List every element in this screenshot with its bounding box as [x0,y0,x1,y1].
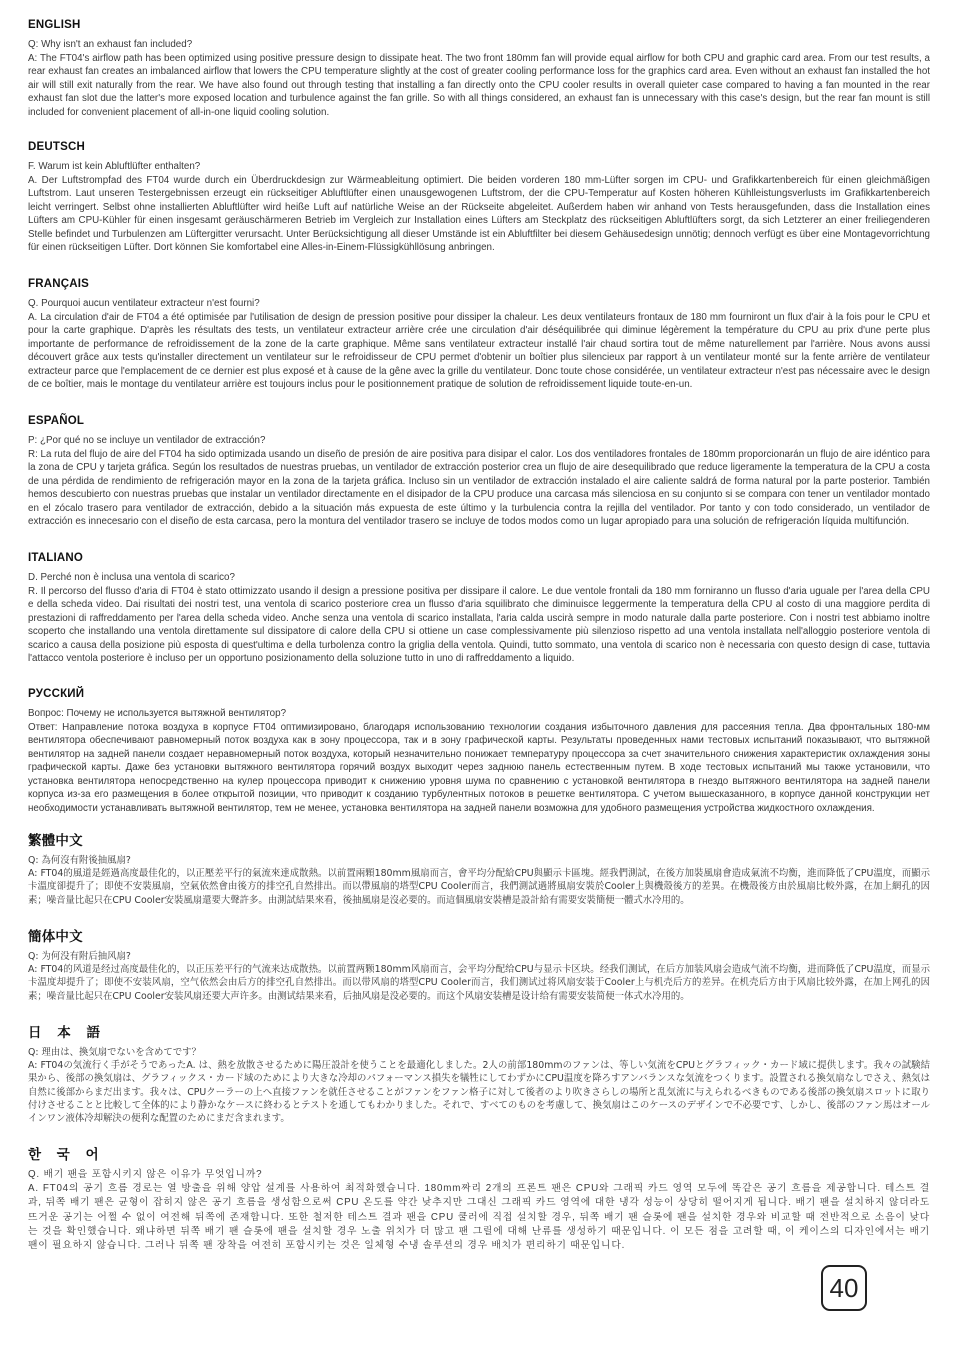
faq-answer: A. FT04의 공기 흐름 경로는 열 방출을 위해 양압 설계를 사용하여 최적화했습니다. 180mm짜리 2개의 프론트 팬은 CPU와 그래픽 카드 영역 모두에 똑같은 공기 흐름을 제공합니다. 테스트 결과, 뒤쪽 배기 팬은 균형이 잡히지 않은 공기 흐름을 생성함으로써 CPU 온도를 약간 낮추지만 그대신 그래픽 카드 영역에 대한 냉각 성능이 상당히 떨어지게 됩니다. 배기 팬을 설치하지 않더라도 뜨거운 공기는 어쩔 수 없이 여전해 뒤쪽에 존재합니다. 또한 철저한 테스트 결과 팬을 CPU 쿨러에 직접 설치할 경우, 뒤쪽 배기 팬 슬롯에 팬을 설치한 경우와 비교할 때 전반적으로 소음이 낮다는 것을 확인했습니다. 왜냐하면 뒤쪽 배기 팬 슬롯에 팬을 설치할 경우 노출 위치가 더 많고 팬 그릴에 대해 난류를 생성하기 때문입니다. 이 모든 점을 고려할 때, 이 케이스의 디자인에서는 배기 팬이 필요하지 않습니다. 그러나 뒤쪽 팬 장착을 여전히 포함시키는 것은 일체형 수냉 솔루션의 경우 배치가 편리하기 때문입니다. [28,1183,931,1252]
faq-question: Q. 배기 팬을 포함시키지 않은 이유가 무엇입니까? [28,1169,263,1180]
section-francais [28,277,930,414]
section-simplified-chinese [28,929,930,1025]
section-heading: 日 本 語 [28,1025,107,1040]
section-deutsch [28,140,930,277]
faq-answer: A: FT04的风道是经过高度最佳化的，以正压差平行的气流来达成散热。以前置两颗180mm风扇而言，会平均分配给CPU与显示卡区块。经我们测试，在后方加装风扇会造成气流不均衡，进而降低了CPU温度，而显示卡温度却提升了；即使不安装风扇，空气依然会由后方的排空孔自然排出。而以带风扇的塔型CPU Cooler而言，我们测试过将风扇安装于Cooler上与机壳后方的差异。在机壳后方由于风扇比较外露，在加上网孔的因素；噪音量比起只在CPU Cooler安装风扇还要大声许多。由测试结果来看，后抽风扇是没必要的。而这个风扇安装槽是设计给有需要安装简便一体式水冷用的。 [28,964,930,1002]
section-heading: 簡体中文 [28,929,83,944]
faq-answer: A: The FT04's airflow path has been optimized using positive pressure design to dissipate heat. The two front 180mm fan will provide equal airflow for both CPU and graphic card area. From our test results, a rear exhaust fan creates an imbalanced airflow that lowers the CPU temperature slightly at the cost of greater cooling performance loss for the graphics card area. Even without an exhaust fan installed the hot air will still exit naturally from the rear. We have also found out through testing that installing a fan directly onto the CPU cooler results in overall quieter case compared to having a fan mounted in the rear exhaust fan slot due the latter's more exposed location and turbulence against the fan grille. So with all things considered, an exhaust fan is unnecessary with this case's design, but the rear fan mount is still included for convenient placement of all-in-one liquid cooling solution. [28,52,930,118]
faq-answer: A: FT04の気流行く手がそうであったA. は、熱を放散させるために陽圧設計を使うことを最適化しました。2人の前部180mmのファンは、等しい気流をCPUとグラフィック・カード域に提供します。我々の試験結果から、後部の換気扇は、グラフィックス・カード域のためにより大きな冷却のパフォーマンス損失を犠牲にしてわずかにCPU温度を降ろすアンバランスな気流をつくります。設置される換気扇なしでさえ、熱気は自然に後部からまだ出ます。我々は、CPUクーラーの上へ直接ファンを就任させることがファンをファン格子に対して後者のより吹きさらしの場所と乱気流に与えられるべきものである後部の換気扇スロットに取り付けさせることと比較して全体的により静かなケースに終わるとテストを通してもわかりました。それで、すべてのものを考慮して、換気扇はこのケースのデザインで不必要です、しかし、後部のファン馬はオールインワン液体冷却解決の便利な配置のためにまだ含まれます。 [28,1060,930,1125]
section-heading: FRANÇAIS [28,278,90,290]
section-heading: ENGLISH [28,19,81,31]
faq-question: Q: 為何沒有附後抽風扇? [28,855,131,866]
faq-answer: R. Il percorso del flusso d'aria di FT04 è stato ottimizzato usando il design a pressione positiva per dissipare il calore. Le due ventole frontali da 180 mm forniranno un flusso d'aria uguale per l'area della CPU e della scheda video. Dai risultati dei nostri test, una ventola di scarico posteriore crea un flusso d'aria squilibrato che diminuisce leggermente la temperatura della CPU al costo di una maggiore perdita di prestazioni di raffreddamento per l'area della scheda video. Anche senza una ventola di scarico installata, l'aria calda uscirà sempre in modo naturale dalla parte posteriore. Con i nostri test abbiamo inoltre scoperto che installando una ventola direttamente sul dissipatore di calore della CPU si ottiene un case complessivamente più silenzioso rispetto ad una ventola installata nell'alloggio posteriore ventola di scarico a causa della posizione più esposta di quest'ultima e della turbolenza contro la griglia della ventola. Quindi, tutto sommato, una ventola di scarico non è necessaria con questo design di case, tuttavia l'attacco ventola posteriore è incluso per un opportuno posizionamento della soluzione tutto in uno di raffreddamento a liquido. [28,585,930,664]
faq-question: Вопрос: Почему не используется вытяжной вентилятор? [28,708,287,719]
faq-question: Q: Why isn't an exhaust fan included? [28,39,193,50]
faq-answer: A. Der Luftstrompfad des FT04 wurde durch ein Überdruckdesign zur Wärmeableitung optimiert. Die beiden vorderen 180 mm-Lüfter sorgen im CPU- und Grafikkartenbereich für einen gleichmäßigen Luftstrom. Laut unseren Testergebnissen erzeugt ein rückseitiger Abluftlüfter einen unausgewogenen Luftstrom, der die CPU-Temperatur auf Kosten höheren Kühlleistungsverlusts im Grafikkartenbereich leicht verringert. Selbst ohne installierten Abluftlüfter wird heiße Luft auf natürliche Weise an der Rückseite abgeleitet. Außerdem haben wir anhand von Tests herausgefunden, dass die Installation eines Lüfters am CPU-Kühler für einen insgesamt geräuschärmeren Betrieb im Vergleich zur Installation eines Lüfters am Steckplatz des rückseitigen Abluftlüfters sorgt, da sich Letzterer an einer freiliegenderen Stelle befindet und Turbulenzen am Lüftergitter verursacht. Unter Berücksichtigung all dieser Umstände ist ein Abluftfilter bei diesem Gehäusedesign unnötig; dennoch verfügt es über eine Montagevorrichtung für einen rückseitigen Lüfter. Dort können Sie komfortabel eine Alles-in-Einem-Flüssigkühllösung anbringen. [28,174,930,253]
faq-answer: A: FT04的風道是經過高度最佳化的，以正壓差平行的氣流來達成散熱。以前置兩顆180mm風扇而言，會平均分配給CPU與顯示卡區塊。經我們測試，在後方加裝風扇會造成氣流不均衡，進而降低了CPU溫度，而顯示卡溫度卻提升了；即使不安裝風扇，空氣依然會由後方的排空孔自然排出。而以帶風扇的塔型CPU Cooler而言，我們測試過將風扇安裝於Cooler上與機殼後方的差異。在機殼後方由於風扇比較外露，在加上網孔的因素；噪音量比起只在CPU Cooler安裝風扇還要大聲許多。由測試結果來看，後抽風扇是沒必要的。而這個風扇安裝槽是設計給有需要安裝簡便一體式水冷用的。 [28,868,930,906]
section-heading: ESPAÑOL [28,415,85,427]
page-number-badge: 40 [821,1265,867,1311]
section-italiano [28,551,930,687]
section-heading: ITALIANO [28,552,84,564]
faq-question: Q: 为何没有附后抽风扇? [28,951,131,962]
section-heading: РУССКИЙ [28,688,85,700]
faq-answer: Ответ: Направление потока воздуха в корпусе FT04 оптимизировано, благодаря использованию технологии создания избыточного давления для рассеяния тепла. Два фронтальных 180-мм вентилятора обеспечивают равномерный поток воздуха как в зону процессора, так и в зону графической карты. Результаты проведенных нами тестовых испытаний показывают, что вытяжной вентилятор на задней панели создает неравномерный поток воздуха, который незначительно понижает температуру процессора за счет значительного снижения характеристик охлаждения зоны графической карты. Даже без установки вытяжного вентилятора горячий воздух выходит через заднюю панель естественным путем. В ходе тестовых испытаний мы также установили, что установка вентилятора непосредственно на кулер процессора приводит к снижению уровня шума по сравнению с установкой вентилятора в гнездо вытяжного вентилятора на задней панели корпуса из-за его размещения в более открытой позиции, что приводит к созданию турбулентных потоков в решетке вентилятора. С учетом вышесказанного, в корпусе данной конструкции нет необходимости устанавливать вытяжной вентилятор, тем не менее, установка вентилятора на задней панели возможна для удобного размещения устройства жидкостного охлаждения. [28,721,930,814]
section-russian [28,687,930,833]
faq-answer: A. La circulation d'air de FT04 a été optimisée par l'utilisation de design de pression positive pour dissiper la chaleur. Les deux ventilateurs frontaux de 180 mm fourniront un flux d'air à la fois pour le CPU et pour la carte graphique. D'après les résultats des tests, un ventilateur extracteur arrière crée une circulation d'air déséquilibrée qui diminue légèrement la température du CPU au prix d'une perte plus importante de performance de refroidissement de la zone de la carte graphique. Même sans ventilateur extracteur installé l'air chaud sortira tout de même naturellement par l'arrière. Nous avons aussi découvert grâce aux tests qu'installer directement un ventilateur sur le refroidisseur de CPU permet d'obtenir un boîtier plus silencieux par rapport à un ventilateur monté sur la fente arrière de ventilateur extracteur parce que l'emplacement de ce dernier est plus exposé et à cause de la gêne avec la grille du ventilateur. Donc toute chose considérée, un ventilateur extracteur n'est pas nécessaire avec le design de ce boîtier, mais le montage du ventilateur arrière est toujours inclus pour le positionnement pratique de solution de refroidissement liquide toute-en-un. [28,311,930,390]
faq-question: Q. Pourquoi aucun ventilateur extracteur n'est fourni? [28,298,260,309]
section-heading: 繁體中文 [28,833,83,848]
section-heading: 한 국 어 [28,1147,105,1162]
section-heading: DEUTSCH [28,141,85,153]
section-english [28,18,930,140]
faq-question: P: ¿Por qué no se incluye un ventilador de extracción? [28,435,266,446]
section-espanol [28,414,930,551]
section-korean [28,1147,930,1257]
faq-question: F. Warum ist kein Abluftlüfter enthalten? [28,161,201,172]
faq-answer: R: La ruta del flujo de aire del FT04 ha sido optimizada usando un diseño de presión de aire positiva para disipar el calor. Los dos ventiladores frontales de 180mm proporcionarán un flujo de aire idéntico para la zona de CPU y tarjeta gráfica. Según los resultados de nuestras pruebas, un ventilador de extracción posterior crea un flujo de aire desequilibrado que reduce ligeramente la temperatura de la CPU a costa de una pérdida de rendimiento de refrigeración mayor en la zona de la tarjeta gráfica. Incluso sin un ventilador de extracción instalado el aire caliente saldrá de forma natural por la parte posterior. También hemos descubierto con nuestras pruebas que instalar un ventilador directamente en el disipador de la CPU produce una carcasa más silenciosa en su conjunto si se compara con tener un ventilador montado en el zócalo trasero para ventilador de extracción, debido a la situación más expuesta de este último y la turbulencia contra la rejilla del ventilador. Por tanto y con todo considerado, un ventilador de extracción es innecesario con el diseño de esta carcasa, pero la montura del ventilador trasero se incluye de todos modos como un lugar apropiado para una solución de refrigeración líquida multifunción. [28,448,930,527]
faq-question: D. Perché non è inclusa una ventola di scarico? [28,572,235,583]
section-japanese [28,1025,930,1147]
document-page [28,18,930,1257]
section-traditional-chinese [28,833,930,929]
faq-question: Q: 理由は、換気扇でないを含めてです？ [28,1047,201,1058]
